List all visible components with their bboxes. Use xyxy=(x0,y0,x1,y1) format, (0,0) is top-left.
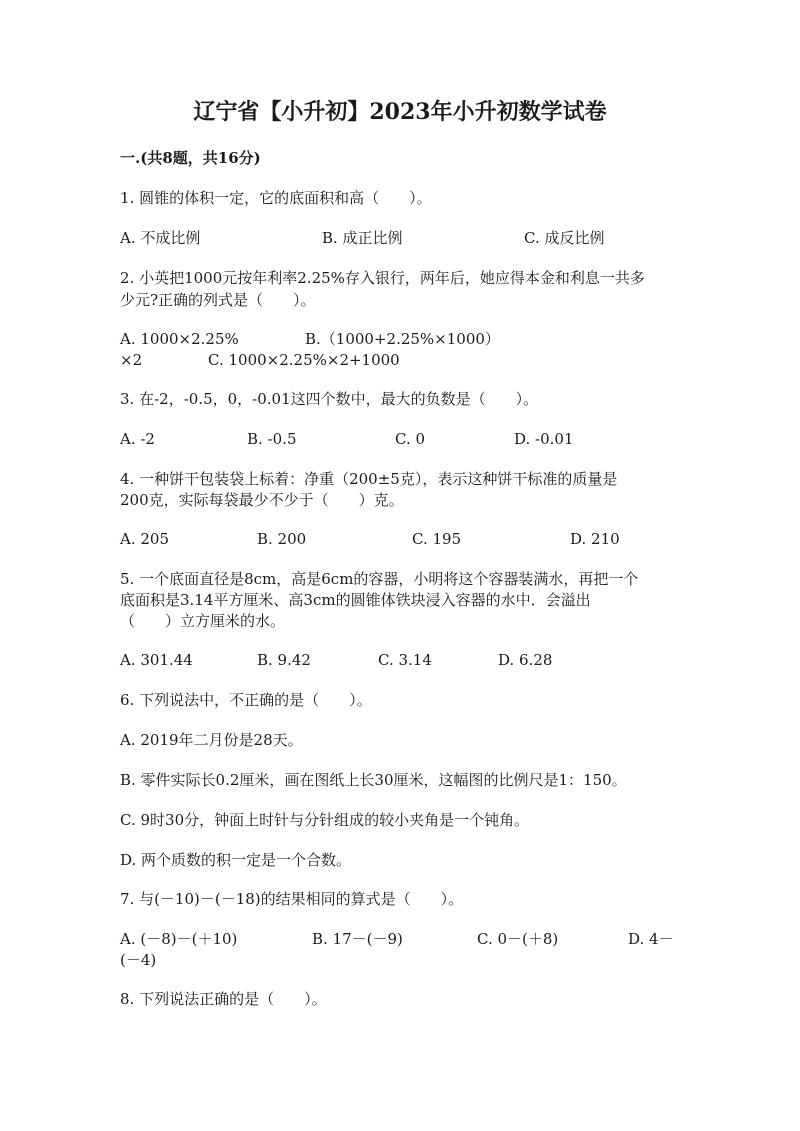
question-4-stem-line-2: 200克，实际每袋最少不少于（ ）克。 xyxy=(120,491,404,509)
question-7-option-d-continued: (－4) xyxy=(120,951,157,969)
question-7-option-c: C. 0－(＋8) xyxy=(477,930,559,948)
question-1-option-c: C. 成反比例 xyxy=(524,229,605,247)
page-title: 辽宁省【小升初】2023年小升初数学试卷 xyxy=(193,99,607,125)
question-2-stem-line-2: 少元?正确的列式是（ ）。 xyxy=(120,291,316,309)
question-2-option-b: B.（1000+2.25%×1000） xyxy=(305,330,500,348)
question-3-stem: 3. 在-2，-0.5，0，-0.01这四个数中，最大的负数是（ ）。 xyxy=(120,390,539,408)
question-4-option-d: D. 210 xyxy=(570,530,620,548)
question-6-option-b: B. 零件实际长0.2厘米，画在图纸上长30厘米，这幅图的比例尺是1：150。 xyxy=(120,771,627,789)
question-4-option-a: A. 205 xyxy=(120,530,169,548)
question-6-option-a: A. 2019年二月份是28天。 xyxy=(120,731,303,749)
question-1-stem: 1. 圆锥的体积一定，它的底面积和高（ ）。 xyxy=(120,189,432,207)
question-7-stem: 7. 与(－10)－(－18)的结果相同的算式是（ ）。 xyxy=(120,890,464,908)
question-7-option-d: D. 4－ xyxy=(628,930,674,948)
question-3-option-b: B. -0.5 xyxy=(247,430,297,448)
question-3-option-c: C. 0 xyxy=(395,430,426,448)
question-5-option-b: B. 9.42 xyxy=(257,651,311,669)
question-2-option-c: C. 1000×2.25%×2+1000 xyxy=(208,351,400,369)
question-6-stem: 6. 下列说法中，不正确的是（ ）。 xyxy=(120,691,372,709)
question-8-stem: 8. 下列说法正确的是（ ）。 xyxy=(120,990,327,1008)
question-5-option-a: A. 301.44 xyxy=(120,651,193,669)
question-3-option-a: A. -2 xyxy=(120,430,155,448)
question-5-stem-line-2: 底面积是3.14平方厘米、高3cm的圆锥体铁块浸入容器的水中．会溢出 xyxy=(120,591,591,609)
question-3-option-d: D. -0.01 xyxy=(514,430,574,448)
question-1-option-a: A. 不成比例 xyxy=(120,229,201,247)
question-4-option-c: C. 195 xyxy=(412,530,462,548)
question-1-option-b: B. 成正比例 xyxy=(322,229,403,247)
question-2-option-a: A. 1000×2.25% xyxy=(120,330,239,348)
question-5-option-c: C. 3.14 xyxy=(378,651,432,669)
question-6-option-c: C. 9时30分，钟面上时针与分针组成的较小夹角是一个钝角。 xyxy=(120,811,530,829)
question-5-stem-line-1: 5. 一个底面直径是8cm，高是6cm的容器，小明将这个容器装满水，再把一个 xyxy=(120,570,639,588)
question-4-option-b: B. 200 xyxy=(257,530,307,548)
question-2-stem-line-1: 2. 小英把1000元按年利率2.25%存入银行，两年后，她应得本金和利息一共多 xyxy=(120,269,645,287)
section-heading: 一.(共8题，共16分) xyxy=(120,149,261,167)
question-2-option-b-continued: ×2 xyxy=(120,351,143,369)
question-6-option-d: D. 两个质数的积一定是一个合数。 xyxy=(120,851,352,869)
question-5-option-d: D. 6.28 xyxy=(498,651,553,669)
question-7-option-b: B. 17－(－9) xyxy=(312,930,403,948)
question-7-option-a: A. (－8)－(＋10) xyxy=(120,930,238,948)
question-5-stem-line-3: （ ）立方厘米的水。 xyxy=(120,612,286,630)
question-4-stem-line-1: 4. 一种饼干包装袋上标着：净重（200±5克），表示这种饼干标准的质量是 xyxy=(120,470,618,488)
